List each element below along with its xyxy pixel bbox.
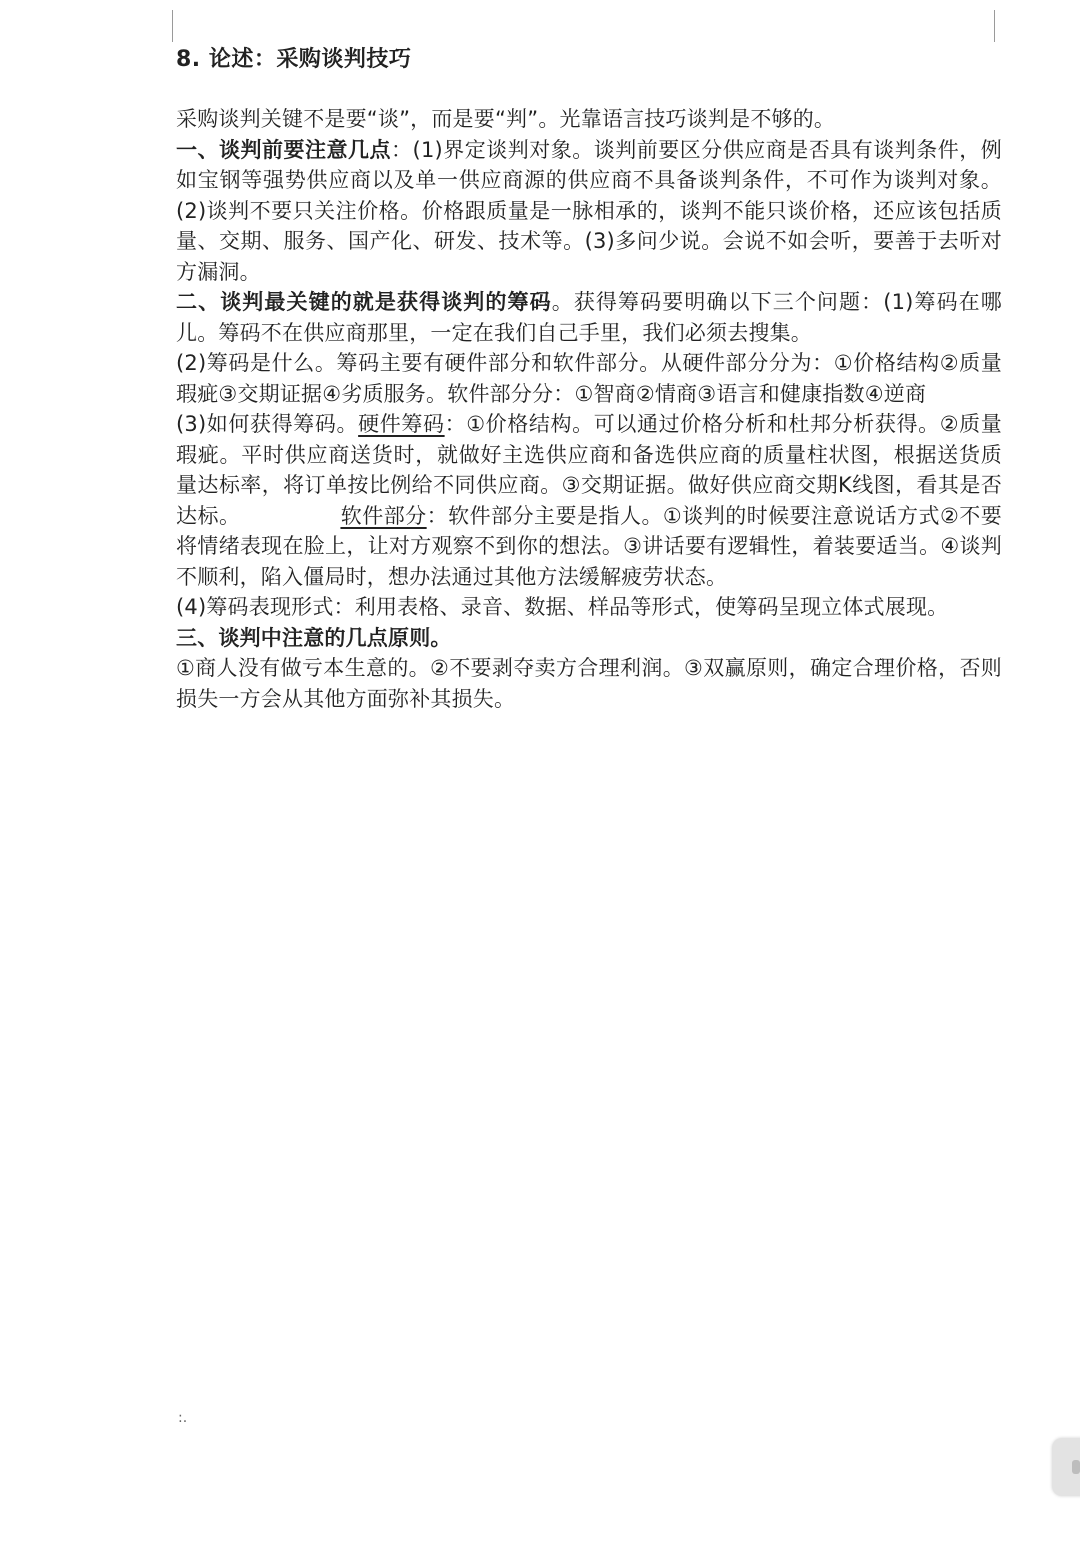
section1-paragraph	[176, 135, 1002, 288]
hard-chips-text: ：①价格结构。可以通过价格分析和杜邦分析获得。②质量瑕疵。平时供应商送货时，就做好主选供应商和备选供应商的质量柱状图，根据送货质量达标率，将订单按比例给不同供应商。③交期证据。做好供应商交期K线图，看其是否达标。	[176, 412, 1002, 528]
section2-paragraph-3	[176, 409, 1002, 592]
footer-mark: :.	[178, 1410, 188, 1426]
page-margin-mark-left	[172, 10, 173, 42]
section3-paragraph: ①商人没有做亏本生意的。②不要剥夺卖方合理利润。③双赢原则，确定合理价格，否则损失一方会从其他方面弥补其损失。	[176, 656, 1002, 711]
section2-paragraph	[176, 287, 1002, 348]
soft-part-label: 软件部分	[340, 503, 427, 528]
page-margin-mark-right	[994, 10, 995, 42]
hard-chips-label: 硬件筹码	[358, 412, 445, 436]
section2-p3-prefix: (3)如何获得筹码。	[176, 412, 359, 436]
soft-part-text: ：软件部分主要是指人。①谈判的时候要注意说话方式②不要将情绪表现在脸上，让对方观察不到你的想法。③讲话要有逻辑性，着装要适当。④谈判不顺利，陷入僵局时，想办法通过其他方法缓解疲劳状态。	[176, 503, 1002, 589]
section2-text: 。获得筹码要明确以下三个问题：(1)筹码在哪儿。筹码不在供应商那里，一定在我们自己手里，我们必须去搜集。	[176, 290, 1002, 345]
scroll-handle[interactable]	[1052, 1438, 1080, 1496]
intro-paragraph: 采购谈判关键不是要“谈”，而是要“判”。光靠语言技巧谈判是不够的。	[176, 107, 836, 131]
document-title: 8. 论述：采购谈判技巧	[176, 47, 412, 72]
section3-heading: 三、谈判中注意的几点原则。	[176, 625, 452, 650]
section2-paragraph-2: (2)筹码是什么。筹码主要有硬件部分和软件部分。从硬件部分分为：①价格结构②质量瑕疵③交期证据④劣质服务。软件部分分：①智商②情商③语言和健康指数④逆商	[176, 351, 1002, 406]
section1-text: ：(1)界定谈判对象。谈判前要区分供应商是否具有谈判条件，例如宝钢等强势供应商以及单一供应商源的供应商不具备谈判条件，不可作为谈判对象。(2)谈判不要只关注价格。价格跟质量是一脉相承的，谈判不能只谈价格，还应该包括质量、交期、服务、国产化、研发、技术等。(3)多问少说。会说不如会听，要善于去听对方漏洞。	[176, 137, 1003, 284]
document-page	[176, 44, 1002, 714]
section1-heading: 一、谈判前要注意几点	[176, 137, 392, 162]
section2-heading: 二、谈判最关键的就是获得谈判的筹码	[176, 290, 552, 314]
section2-paragraph-4: (4)筹码表现形式：利用表格、录音、数据、样品等形式，使筹码呈现立体式展现。	[176, 595, 949, 619]
